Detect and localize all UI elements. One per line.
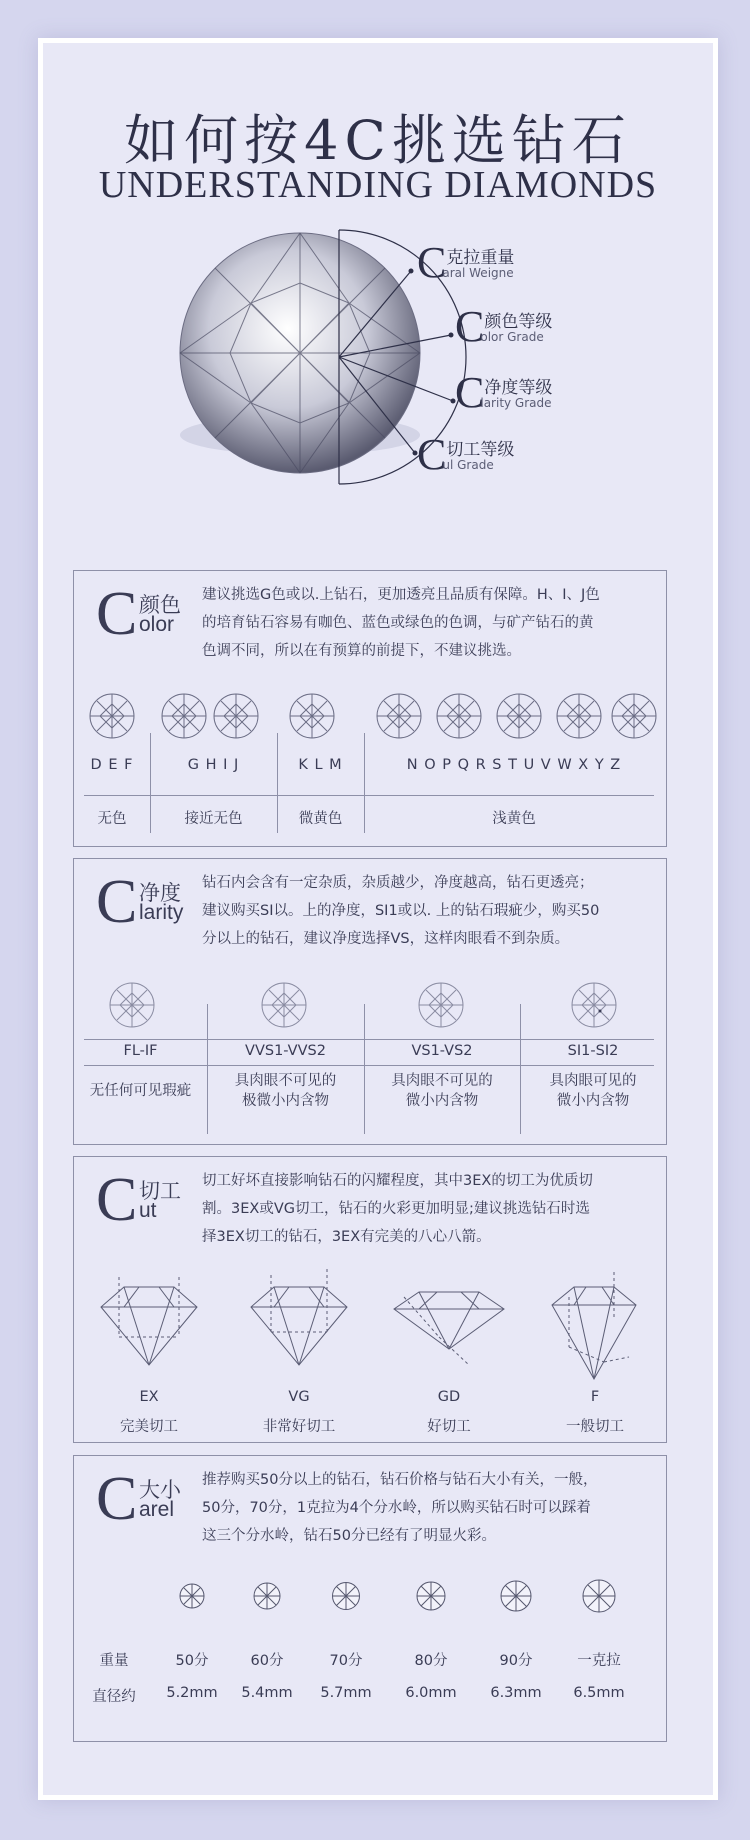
carat-header-cn: 大小 — [139, 1478, 181, 1502]
hero-label-color-en: olor Grade — [480, 330, 544, 344]
hero-label-color-cn: 颜色等级 — [484, 312, 553, 332]
diamond-size-icon — [333, 1583, 360, 1610]
carat-weight: 60分 — [250, 1653, 284, 1669]
diamond-size-icon — [180, 1584, 204, 1608]
clarity-header-initial: C — [96, 868, 138, 936]
carat-weight: 80分 — [414, 1653, 448, 1669]
color-grade-label: 微黄色 — [298, 811, 343, 827]
cut-description — [202, 1167, 662, 1251]
carat-weight-row-label: 重量 — [99, 1653, 129, 1669]
carat-header-initial: C — [96, 1465, 138, 1533]
color-description — [202, 581, 662, 665]
carat-diameter: 5.2mm — [166, 1685, 218, 1701]
hero-label-color-initial: C — [455, 302, 485, 351]
round-diamond-icon — [90, 694, 134, 738]
color-grade-letters: N O P Q R S T U V W X Y Z — [406, 757, 622, 773]
round-diamond-icon — [557, 694, 601, 738]
hero-label-cut-cn: 切工等级 — [446, 440, 515, 460]
color-header-en: olor — [139, 613, 175, 636]
round-diamond-icon — [214, 694, 258, 738]
diamond-size-icon — [417, 1582, 445, 1610]
page-subtitle: UNDERSTANDING DIAMONDS — [98, 164, 658, 206]
color-grade-letters: G H I J — [187, 757, 240, 773]
round-diamond-icon — [110, 983, 154, 1027]
divider — [364, 1004, 365, 1134]
carat-diameter: 5.4mm — [241, 1685, 293, 1701]
cut-diagrams — [74, 1267, 666, 1377]
clarity-desc-line: 钻石内会含有一定杂质，杂质越少，净度越高，钻石更透亮； — [202, 875, 594, 891]
carat-header-en: arel — [139, 1498, 175, 1521]
clarity-desc-text: 微小内含物 — [556, 1093, 630, 1109]
clarity-grade: SI1-SI2 — [567, 1043, 619, 1059]
cut-header-en: ut — [139, 1199, 157, 1222]
hero-diamond-image — [43, 223, 713, 563]
divider — [84, 1039, 654, 1040]
carat-weight: 90分 — [499, 1653, 533, 1669]
divider — [520, 1004, 521, 1134]
carat-desc-line: 这三个分水岭，钻石50分已经有了明显火彩。 — [202, 1528, 496, 1544]
cut-grade: GD — [437, 1389, 461, 1405]
color-desc-line: 色调不同，所以在有预算的前提下，不建议挑选。 — [202, 643, 521, 659]
divider — [84, 795, 654, 796]
carat-diameter: 6.3mm — [490, 1685, 542, 1701]
hero-label-clarity-initial: C — [455, 368, 485, 417]
round-diamond-icon — [377, 694, 421, 738]
carat-diameter: 6.0mm — [405, 1685, 457, 1701]
hero-label-cut-en: ul Grade — [442, 458, 494, 472]
clarity-desc-text: 具肉眼可见的 — [549, 1073, 637, 1089]
divider — [207, 1004, 208, 1134]
clarity-header-cn: 净度 — [139, 881, 181, 905]
clarity-grade-desc — [520, 1071, 666, 1111]
carat-panel — [73, 1455, 667, 1742]
carat-diameter: 6.5mm — [573, 1685, 625, 1701]
clarity-desc-text: 具肉眼不可见的 — [234, 1073, 337, 1089]
clarity-grade-desc — [364, 1071, 520, 1111]
round-diamond-icon — [262, 983, 306, 1027]
hero-label-carat-en: aral Weigne — [442, 266, 514, 280]
hero-label-carat — [417, 238, 515, 287]
cut-profile-ex-icon — [101, 1277, 197, 1365]
carat-desc-line: 推荐购买50分以上的钻石，钻石价格与钻石大小有关，一般， — [202, 1472, 598, 1488]
hero-label-color — [455, 302, 553, 351]
clarity-desc-text: 微小内含物 — [405, 1093, 479, 1109]
color-grade-letters: K L M — [298, 757, 343, 773]
diamond-size-icon — [501, 1581, 531, 1611]
cut-profile-vg-icon — [251, 1269, 347, 1365]
color-header-cn: 颜色 — [139, 593, 181, 617]
page-title: 如何按4C挑选钻石 — [124, 109, 632, 172]
clarity-grade: VVS1-VVS2 — [245, 1043, 326, 1059]
carat-diameter: 5.7mm — [320, 1685, 372, 1701]
clarity-desc-line: 分以上的钻石，建议净度选择VS，这样肉眼看不到杂质。 — [202, 931, 570, 947]
inclusion-dot — [599, 1010, 602, 1013]
hero-label-cut-initial: C — [417, 430, 447, 479]
color-grade-letters: D E F — [90, 757, 134, 773]
hero-label-clarity — [455, 368, 553, 417]
hero-diagram — [43, 223, 713, 563]
clarity-desc-text: 具肉眼不可见的 — [391, 1073, 493, 1089]
cut-profile-gd-icon — [394, 1292, 504, 1365]
carat-weight: 50分 — [175, 1653, 209, 1669]
color-desc-line: 建议挑选G色或以.上钻石，更加透亮且品质有保障。H、I、J色 — [202, 587, 600, 603]
cut-header-initial: C — [96, 1166, 138, 1234]
hero-label-clarity-en: larity Grade — [480, 396, 552, 410]
color-grade-label: 无色 — [97, 811, 127, 827]
hero-label-cut — [417, 430, 515, 479]
clarity-desc-line: 建议购买SI以。上的净度，SI1或以. 上的钻石瑕疵少，购买50 — [202, 903, 600, 919]
color-header-initial: C — [96, 580, 138, 648]
round-diamond-icon — [290, 694, 334, 738]
clarity-desc-text: 无任何可见瑕疵 — [89, 1083, 192, 1099]
clarity-grade: FL-IF — [123, 1043, 158, 1059]
divider — [84, 1065, 654, 1066]
cut-header-cn: 切工 — [139, 1179, 181, 1203]
diamond-size-icon — [254, 1583, 280, 1609]
carat-desc-line: 50分，70分，1克拉为4个分水岭，所以购买钻石时可以踩着 — [202, 1500, 591, 1516]
clarity-desc-text: 极微小内含物 — [242, 1093, 329, 1109]
carat-weight: 70分 — [329, 1653, 363, 1669]
cut-desc-line: 择3EX切工的钻石，3EX有完美的八心八箭。 — [202, 1229, 491, 1245]
cut-profile-f-icon — [552, 1272, 636, 1379]
carat-diamond-sizes — [74, 1576, 666, 1626]
infographic-frame — [38, 38, 718, 1800]
color-panel — [73, 570, 667, 847]
hero-label-clarity-cn: 净度等级 — [484, 378, 553, 398]
carat-diameter-row-label: 直径约 — [92, 1689, 136, 1705]
cut-grade-label: 好切工 — [427, 1419, 471, 1435]
cut-panel — [73, 1156, 667, 1443]
clarity-grade: VS1-VS2 — [411, 1043, 473, 1059]
clarity-header-en: larity — [139, 901, 184, 924]
color-desc-line: 的培育钻石容易有咖色、蓝色或绿色的色调，与矿产钻石的黄 — [202, 615, 594, 631]
hero-label-carat-cn: 克拉重量 — [446, 248, 515, 268]
cut-grade-label: 完美切工 — [120, 1419, 178, 1435]
color-grade-label: 浅黄色 — [492, 811, 536, 827]
carat-weight: 一克拉 — [577, 1653, 621, 1669]
diamond-size-icon — [583, 1580, 615, 1612]
color-grade-label: 接近无色 — [184, 811, 243, 827]
clarity-grade-desc — [207, 1071, 364, 1111]
clarity-panel — [73, 858, 667, 1145]
round-diamond-icon — [437, 694, 481, 738]
round-diamond-icon — [497, 694, 541, 738]
cut-grade: EX — [139, 1389, 159, 1405]
round-diamond-icon — [162, 694, 206, 738]
round-diamond-icon — [572, 983, 616, 1027]
round-diamond-icon — [419, 983, 463, 1027]
cut-desc-line: 割。3EX或VG切工，钻石的火彩更加明显;建议挑选钻石时选 — [202, 1201, 590, 1217]
cut-grade-label: 非常好切工 — [262, 1419, 336, 1435]
color-diamond-icons — [74, 686, 666, 766]
cut-grade-label: 一般切工 — [566, 1419, 624, 1435]
clarity-description — [202, 869, 662, 953]
round-diamond-icon — [612, 694, 656, 738]
cut-desc-line: 切工好坏直接影响钻石的闪耀程度，其中3EX的切工为优质切 — [202, 1173, 593, 1189]
clarity-grade-desc — [74, 1081, 207, 1101]
carat-description — [202, 1466, 662, 1550]
cut-grade: VG — [288, 1389, 310, 1405]
hero-label-carat-initial: C — [417, 238, 447, 287]
cut-grade: F — [590, 1389, 600, 1405]
clarity-diamond-icons — [74, 979, 666, 1039]
